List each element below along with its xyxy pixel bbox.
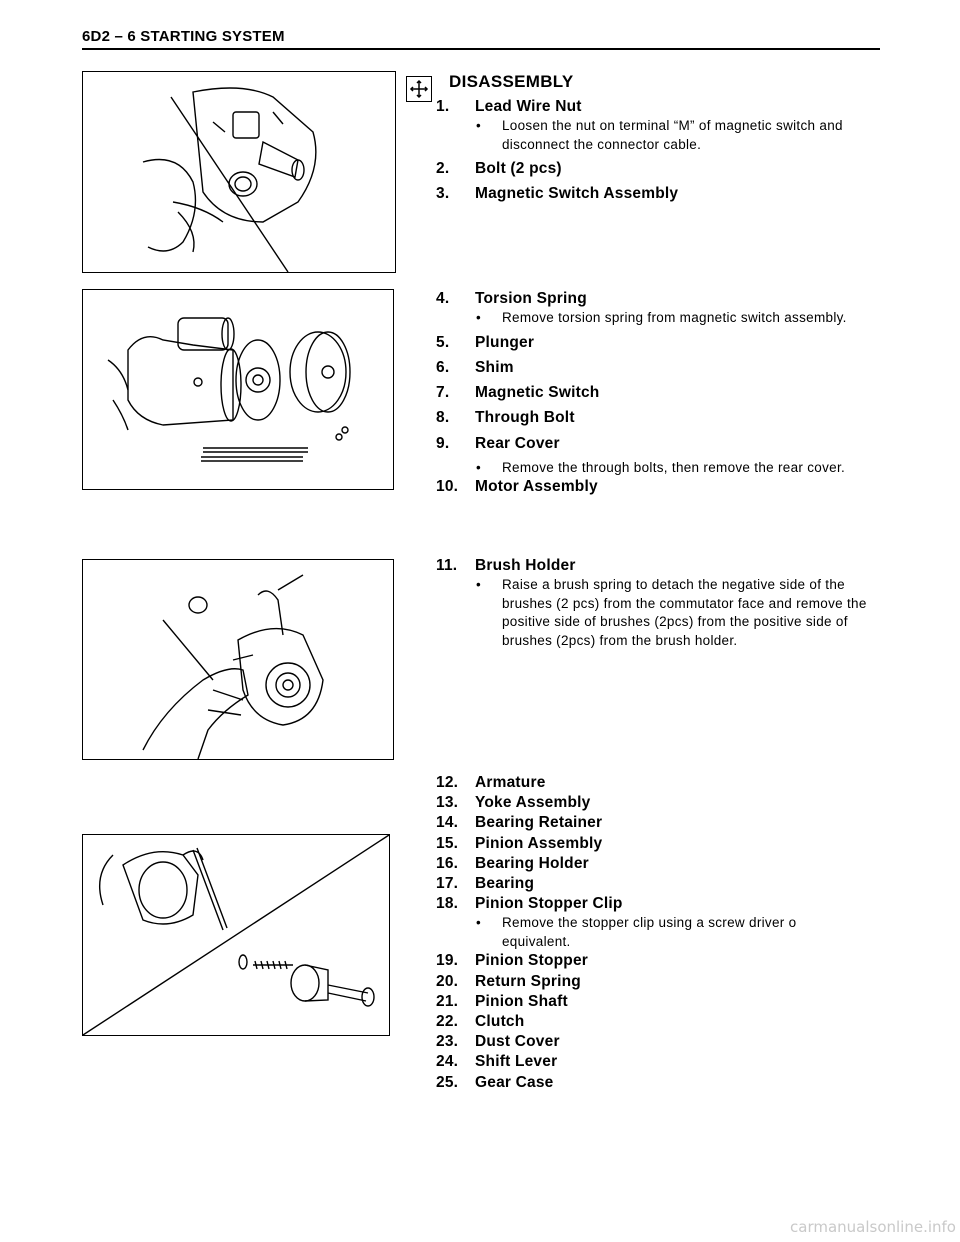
step-item: 11. Brush Holder [436,557,576,574]
step-list-2 [436,289,886,497]
step-item: 24. Shift Lever [436,1053,558,1071]
step-item: 25. Gear Case [436,1073,554,1091]
step-item: 18. Pinion Stopper Clip [436,895,623,913]
step-item: 15. Pinion Assembly [436,834,603,852]
step-item: 22. Clutch [436,1013,525,1031]
step-note: • Remove the through bolts, then remove the rear cover. [476,459,846,475]
step-item: 2. Bolt (2 pcs) [436,160,562,178]
step-item: 16. Bearing Holder [436,854,589,872]
step-list-1 [436,97,886,205]
step-note: • Raise a brush spring to detach the negative side of the brushes (2 pcs) from the commutator face and remove the positive side of brushes (2pcs) from the positive side of brushes (2pcs) from the brush holder. [476,577,867,648]
step-list-3 [436,556,886,650]
step-item: 14. Bearing Retainer [436,814,603,832]
step-item: 19. Pinion Stopper [436,952,589,970]
step-list-4 [436,773,886,1093]
page-header: 6D2 – 6 STARTING SYSTEM [82,28,285,45]
step-item: 23. Dust Cover [436,1033,560,1051]
figure-brush-holder [82,559,394,760]
step-item: 7. Magnetic Switch [436,384,600,402]
step-item: 1. Lead Wire Nut [436,98,582,115]
step-item: 3. Magnetic Switch Assembly [436,185,679,203]
step-note: • Loosen the nut on terminal “M” of magnetic switch and disconnect the connector cable. [476,118,843,152]
header-rule [82,48,880,50]
step-note: • Remove the stopper clip using a screw driver o equivalent. [476,915,797,949]
motor-assembly-illustration [83,290,393,489]
step-item: 17. Bearing [436,875,535,893]
step-item: 10. Motor Assembly [436,478,598,496]
disassembly-arrows-icon [406,76,432,102]
step-note: • Remove torsion spring from magnetic switch assembly. [476,310,847,326]
step-item: 6. Shim [436,358,514,376]
step-item: 20. Return Spring [436,972,581,990]
brush-holder-illustration [83,560,393,759]
footer-watermark[interactable]: carmanualsonline.info [790,1218,956,1236]
figure-lead-wire-nut [82,71,396,273]
figure-pinion [82,834,390,1036]
step-item: 8. Through Bolt [436,409,575,427]
step-item: 4. Torsion Spring [436,290,587,307]
pinion-illustration [83,835,389,1035]
step-item: 21. Pinion Shaft [436,992,568,1010]
step-item: 12. Armature [436,774,546,791]
lead-wire-nut-illustration [83,72,395,272]
step-item: 13. Yoke Assembly [436,794,591,812]
section-title: DISASSEMBLY [449,72,574,91]
step-item: 9. Rear Cover [436,434,560,452]
figure-motor-assembly [82,289,394,490]
step-item: 5. Plunger [436,333,535,351]
